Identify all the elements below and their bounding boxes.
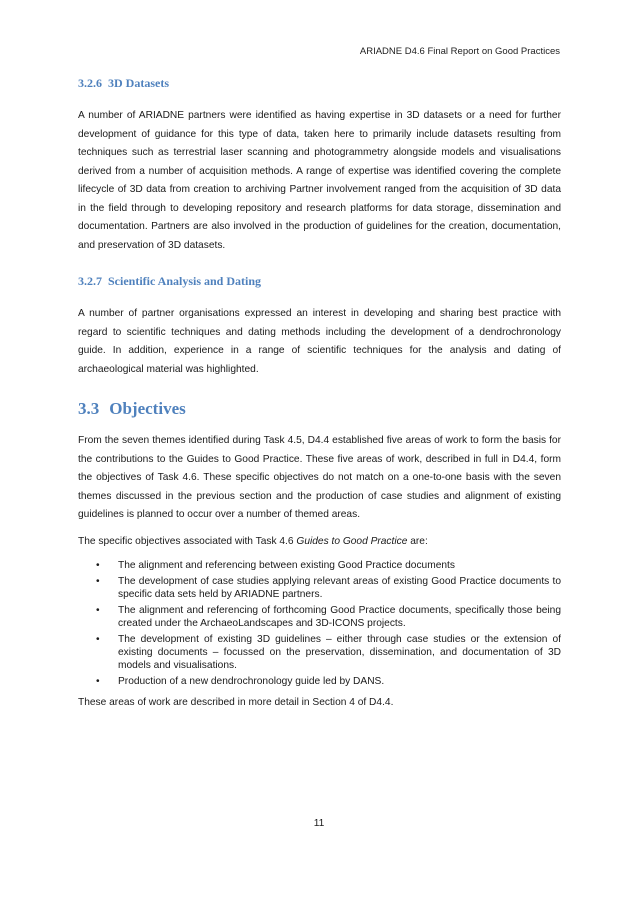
- paragraph-closing: These areas of work are described in more detail in Section 4 of D4.4.: [78, 697, 394, 709]
- bullet-icon: •: [96, 560, 100, 571]
- bullet-icon: •: [96, 575, 100, 587]
- bullet-icon: •: [96, 604, 100, 616]
- list-item-text: The alignment and referencing between existing Good Practice documents: [118, 560, 455, 571]
- paragraph-objectives-intro: [78, 533, 561, 552]
- intro-suffix: are:: [407, 535, 428, 547]
- list-item: [96, 604, 561, 631]
- list-item-text: Production of a new dendrochronology guide led by DANS.: [118, 675, 385, 687]
- paragraph-objectives: From the seven themes identified during Task 4.5, D4.4 established five areas of work to form the basis for the contributions to the Guides to Good Practice. These five areas of work, described in full in D4.4, form the objectives of Task 4.6. These specific objectives do not match on a one-to-one basis with the seven themes discussed in the previous section and the production of case studies and alignment of existing guidelines is planned to occur over a number of themed areas.: [78, 435, 561, 520]
- list-item: [96, 633, 561, 673]
- bullet-icon: •: [96, 675, 100, 687]
- list-item: [96, 559, 561, 572]
- intro-italic: Guides to Good Practice: [296, 535, 408, 547]
- paragraph-scientific-analysis: A number of partner organisations expressed an interest in developing and sharing best practice with regard to scientific techniques and dating methods including the development of a dendrochronology guide. In addition, experience in a range of scientific techniques for the analysis and dating of archaeological material was highlighted.: [78, 308, 561, 375]
- page-number: 11: [313, 818, 325, 829]
- heading-3-2-6: [78, 76, 561, 91]
- heading-title: 3D Datasets: [108, 76, 169, 90]
- list-item-text: The development of existing 3D guidelines – either through case studies or the extension of existing documents – focussed on the preservation, dissemination, and documentation of 3D models and visualisations.: [118, 633, 561, 672]
- objectives-list: [78, 559, 561, 688]
- heading-title: Scientific Analysis and Dating: [108, 274, 262, 288]
- heading-3-2-7: [78, 274, 561, 289]
- paragraph-3d-datasets: A number of ARIADNE partners were identified as having expertise in 3D datasets or a need for further development of guidance for this type of data, taken here to primarily include datasets resulting from techniques such as terrestrial laser scanning and photogrammetry alongside models and visualisations derived from a number of acquisition methods. A range of expertise was identified covering the complete lifecycle of 3D data from creation to archiving Partner involvement ranged from the acquisition of 3D data in the field through to developing repository and research platforms for data storage, dissemination and documentation. Partners are also involved in the production of guidelines for the creation, documentation, and preservation of 3D datasets.: [78, 110, 561, 251]
- heading-title: Objectives: [109, 399, 186, 418]
- heading-3-3: [78, 398, 561, 420]
- list-item: [96, 575, 561, 602]
- page-content: [78, 76, 561, 713]
- list-item-text: The alignment and referencing of forthcoming Good Practice documents, specifically those being created under the ArchaeoLandscapes and 3D-ICONS projects.: [118, 604, 561, 629]
- bullet-icon: •: [96, 633, 100, 645]
- list-item: [96, 675, 561, 688]
- list-item-text: The development of case studies applying relevant areas of existing Good Practice documents to specific data sets held by ARIADNE partners.: [118, 575, 561, 600]
- heading-number: 3.3: [78, 399, 100, 418]
- heading-number: 3.2.6: [78, 76, 102, 90]
- heading-number: 3.2.7: [78, 274, 102, 288]
- intro-prefix: The specific objectives associated with Task 4.6: [78, 535, 297, 547]
- running-header: ARIADNE D4.6 Final Report on Good Practices: [359, 46, 560, 57]
